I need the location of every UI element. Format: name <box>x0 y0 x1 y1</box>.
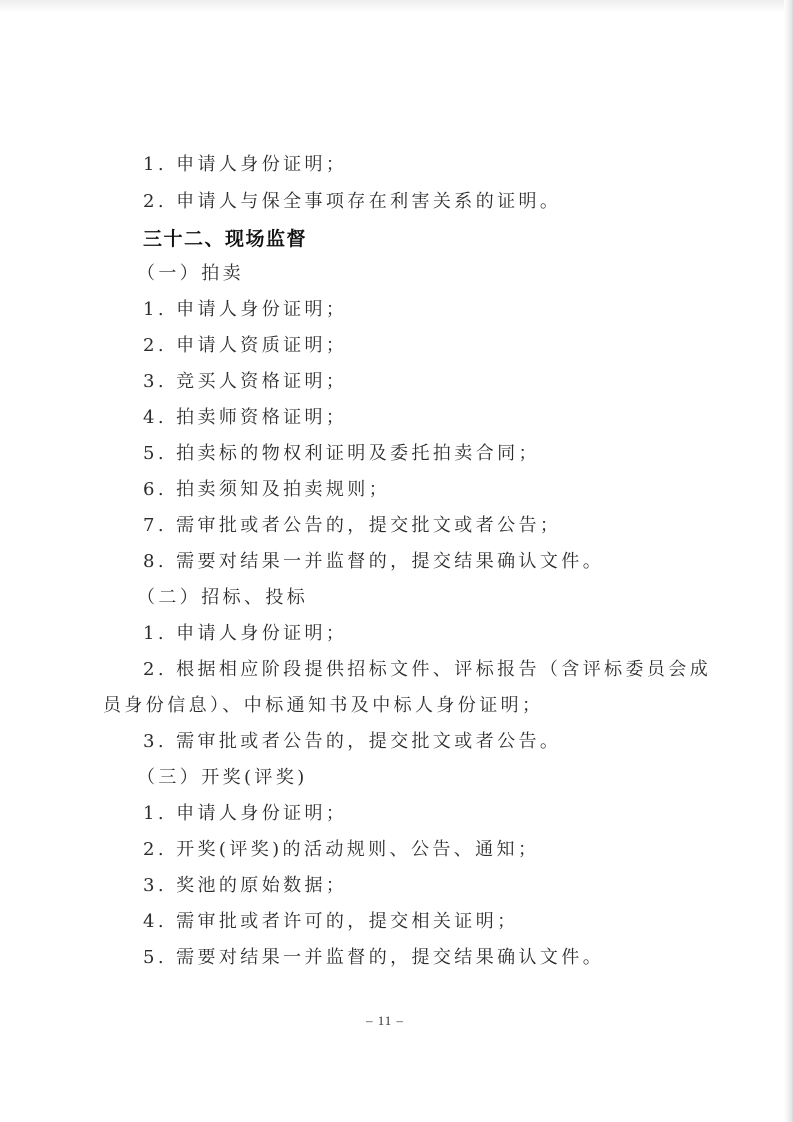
text-line: 2. 申请人与保全事项存在利害关系的证明。 <box>143 191 562 212</box>
scan-top-shadow <box>0 0 794 12</box>
text-line: 6. 拍卖须知及拍卖规则； <box>143 479 391 500</box>
text-line: 1. 申请人身份证明； <box>143 154 348 175</box>
text-line: 2. 根据相应阶段提供招标文件、评标报告（含评标委员会成 <box>143 659 712 680</box>
text-line: 3. 需审批或者公告的，提交批文或者公告。 <box>143 731 562 752</box>
section-heading: 三十二、现场监督 <box>143 228 308 250</box>
text-line: 1. 申请人身份证明； <box>143 803 348 824</box>
text-line: 2. 开奖(评奖)的活动规则、公告、通知； <box>143 839 540 860</box>
text-line: 4. 需审批或者许可的，提交相关证明； <box>143 911 519 932</box>
text-line-continuation: 员身份信息）、中标通知书及中标人身份证明； <box>103 695 544 716</box>
subsection-heading: （二）招标、投标 <box>137 587 309 608</box>
page-number: – 11 – <box>365 1013 405 1028</box>
text-line: 3. 竞买人资格证明； <box>143 371 348 392</box>
subsection-heading: （一）拍卖 <box>137 263 244 284</box>
text-line: 8. 需要对结果一并监督的，提交结果确认文件。 <box>143 551 605 572</box>
text-line: 7. 需审批或者公告的，提交批文或者公告； <box>143 515 562 536</box>
text-line: 1. 申请人身份证明； <box>143 623 348 644</box>
text-line: 2. 申请人资质证明； <box>143 335 348 356</box>
text-line: 5. 拍卖标的物权利证明及委托拍卖合同； <box>143 443 540 464</box>
scan-right-edge <box>784 0 794 1122</box>
text-line: 1. 申请人身份证明； <box>143 299 348 320</box>
text-line: 5. 需要对结果一并监督的，提交结果确认文件。 <box>143 947 605 968</box>
text-line: 4. 拍卖师资格证明； <box>143 407 348 428</box>
text-line: 3. 奖池的原始数据； <box>143 875 348 896</box>
subsection-heading: （三）开奖(评奖) <box>137 767 308 788</box>
